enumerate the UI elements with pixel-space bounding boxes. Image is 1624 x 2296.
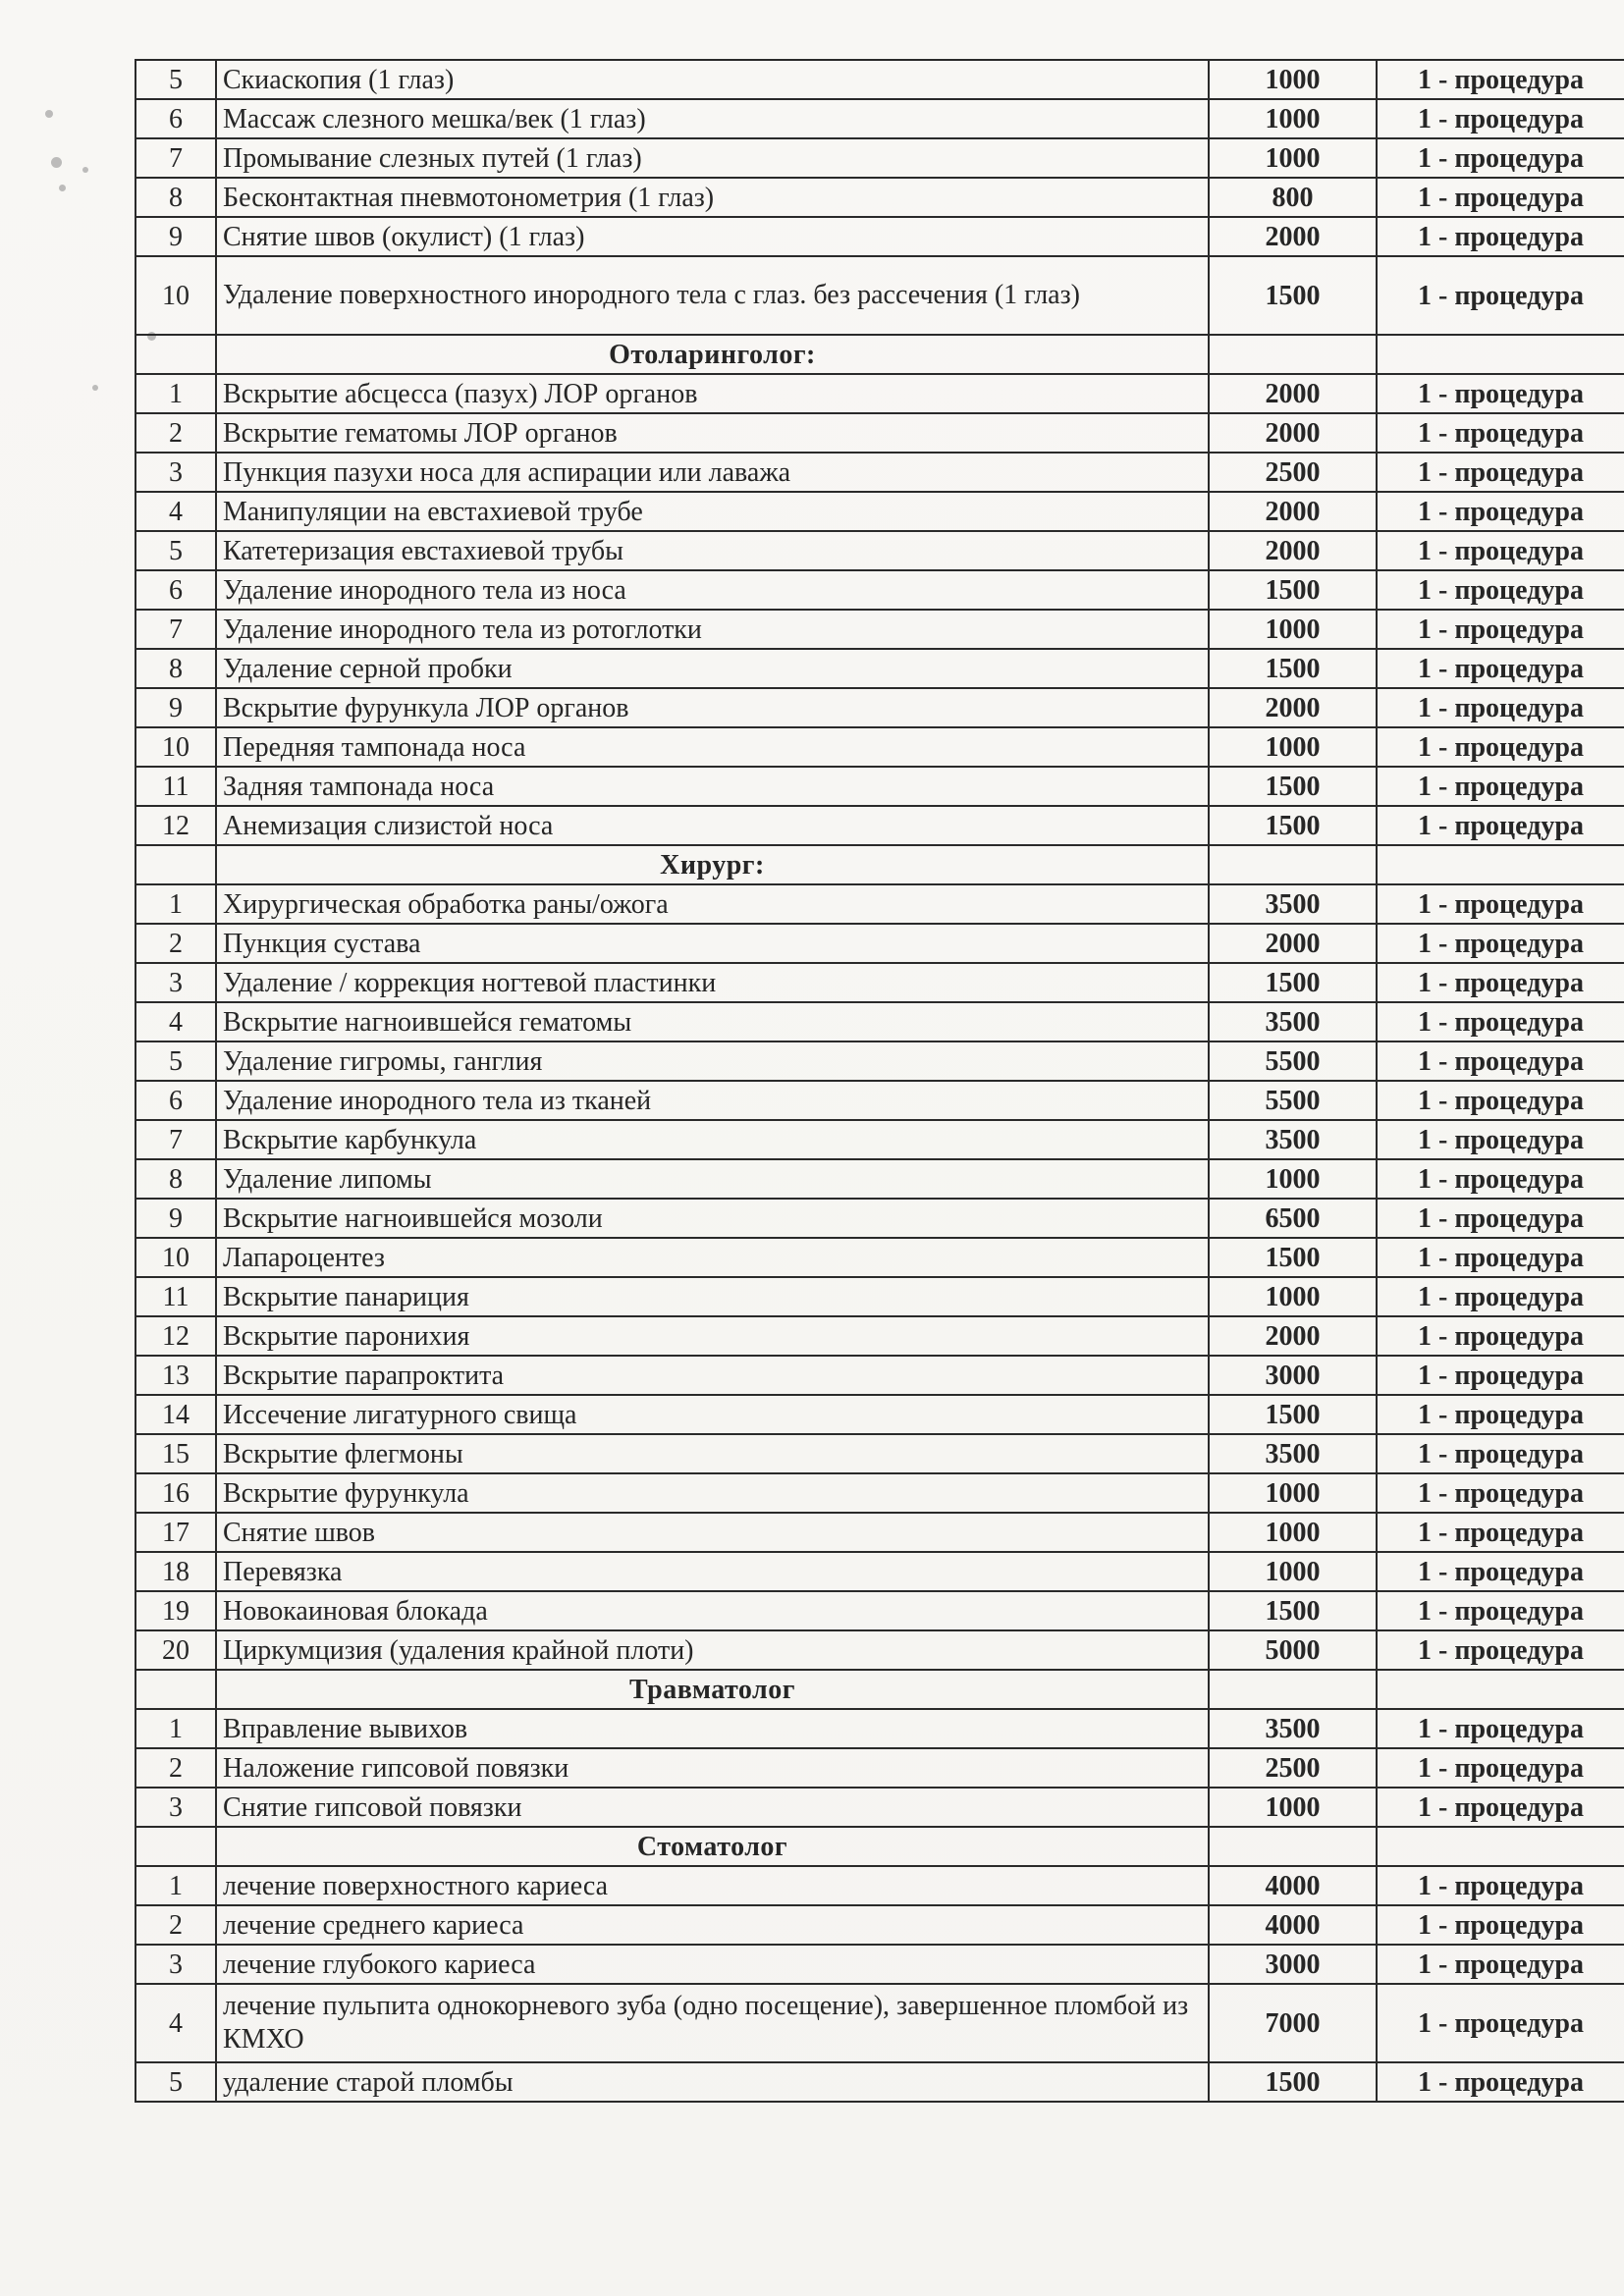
section-header-row xyxy=(135,1827,1624,1866)
service-price: 3500 xyxy=(1209,1002,1377,1041)
service-name: Манипуляции на евстахиевой трубе xyxy=(216,492,1209,531)
scan-speck xyxy=(82,167,88,173)
service-unit: 1 - процедура xyxy=(1377,1591,1624,1630)
row-number: 6 xyxy=(135,99,216,138)
section-header-row xyxy=(135,845,1624,884)
service-price: 3500 xyxy=(1209,1120,1377,1159)
service-unit: 1 - процедура xyxy=(1377,2062,1624,2102)
section-title: Отоларинголог: xyxy=(216,335,1209,374)
service-unit: 1 - процедура xyxy=(1377,1630,1624,1670)
table-row xyxy=(135,924,1624,963)
table-row xyxy=(135,963,1624,1002)
service-price: 2000 xyxy=(1209,413,1377,453)
service-price: 3500 xyxy=(1209,884,1377,924)
service-name: Вскрытие нагноившейся мозоли xyxy=(216,1199,1209,1238)
service-price: 1000 xyxy=(1209,1788,1377,1827)
row-number: 14 xyxy=(135,1395,216,1434)
row-number: 9 xyxy=(135,688,216,727)
row-number: 2 xyxy=(135,924,216,963)
service-name: Лапароцентез xyxy=(216,1238,1209,1277)
service-name: Промывание слезных путей (1 глаз) xyxy=(216,138,1209,178)
row-number: 5 xyxy=(135,531,216,570)
service-unit: 1 - процедура xyxy=(1377,1277,1624,1316)
row-number: 8 xyxy=(135,178,216,217)
service-unit: 1 - процедура xyxy=(1377,806,1624,845)
row-number: 4 xyxy=(135,492,216,531)
price-table-body xyxy=(135,60,1624,2102)
service-price: 1500 xyxy=(1209,767,1377,806)
row-number: 11 xyxy=(135,1277,216,1316)
service-price: 1000 xyxy=(1209,138,1377,178)
service-unit: 1 - процедура xyxy=(1377,1434,1624,1473)
service-name: Вскрытие паронихия xyxy=(216,1316,1209,1356)
row-number: 9 xyxy=(135,217,216,256)
row-number: 7 xyxy=(135,1120,216,1159)
service-unit: 1 - процедура xyxy=(1377,453,1624,492)
service-name: Удаление гигромы, ганглия xyxy=(216,1041,1209,1081)
service-name: Катетеризация евстахиевой трубы xyxy=(216,531,1209,570)
table-row xyxy=(135,1905,1624,1945)
service-price: 1500 xyxy=(1209,649,1377,688)
section-title: Стоматолог xyxy=(216,1827,1209,1866)
row-number: 16 xyxy=(135,1473,216,1513)
row-number: 5 xyxy=(135,1041,216,1081)
service-name: Пункция сустава xyxy=(216,924,1209,963)
row-number: 12 xyxy=(135,1316,216,1356)
table-row xyxy=(135,649,1624,688)
table-row xyxy=(135,1513,1624,1552)
service-price: 2000 xyxy=(1209,924,1377,963)
service-unit: 1 - процедура xyxy=(1377,413,1624,453)
service-unit: 1 - процедура xyxy=(1377,649,1624,688)
service-unit: 1 - процедура xyxy=(1377,374,1624,413)
row-number: 19 xyxy=(135,1591,216,1630)
service-name: Вскрытие нагноившейся гематомы xyxy=(216,1002,1209,1041)
service-price: 1000 xyxy=(1209,610,1377,649)
section-empty-cell xyxy=(1377,1827,1624,1866)
section-title: Хирург: xyxy=(216,845,1209,884)
service-name: Вскрытие абсцесса (пазух) ЛОР органов xyxy=(216,374,1209,413)
table-row xyxy=(135,1709,1624,1748)
service-unit: 1 - процедура xyxy=(1377,1709,1624,1748)
row-number: 17 xyxy=(135,1513,216,1552)
row-number: 5 xyxy=(135,2062,216,2102)
table-row xyxy=(135,1316,1624,1356)
service-name: Вправление вывихов xyxy=(216,1709,1209,1748)
service-price: 2500 xyxy=(1209,453,1377,492)
service-unit: 1 - процедура xyxy=(1377,1395,1624,1434)
service-price: 4000 xyxy=(1209,1905,1377,1945)
service-price: 2500 xyxy=(1209,1748,1377,1788)
service-unit: 1 - процедура xyxy=(1377,1238,1624,1277)
service-unit: 1 - процедура xyxy=(1377,924,1624,963)
row-number: 8 xyxy=(135,649,216,688)
row-number: 13 xyxy=(135,1356,216,1395)
service-unit: 1 - процедура xyxy=(1377,570,1624,610)
service-name: Циркумцизия (удаления крайной плоти) xyxy=(216,1630,1209,1670)
table-row xyxy=(135,492,1624,531)
row-number: 8 xyxy=(135,1159,216,1199)
row-number: 7 xyxy=(135,610,216,649)
section-empty-cell xyxy=(1209,845,1377,884)
section-empty-cell xyxy=(1209,1670,1377,1709)
table-row xyxy=(135,1120,1624,1159)
service-price: 3000 xyxy=(1209,1945,1377,1984)
table-row xyxy=(135,1945,1624,1984)
service-name: Снятие гипсовой повязки xyxy=(216,1788,1209,1827)
section-empty-cell xyxy=(135,845,216,884)
service-price: 1000 xyxy=(1209,99,1377,138)
service-price: 1500 xyxy=(1209,1238,1377,1277)
service-price: 1000 xyxy=(1209,1277,1377,1316)
service-unit: 1 - процедура xyxy=(1377,256,1624,335)
row-number: 6 xyxy=(135,1081,216,1120)
service-name: Удаление инородного тела из тканей xyxy=(216,1081,1209,1120)
service-unit: 1 - процедура xyxy=(1377,1316,1624,1356)
table-row xyxy=(135,374,1624,413)
service-unit: 1 - процедура xyxy=(1377,531,1624,570)
service-unit: 1 - процедура xyxy=(1377,1945,1624,1984)
section-empty-cell xyxy=(1209,335,1377,374)
service-name: Хирургическая обработка раны/ожога xyxy=(216,884,1209,924)
service-price: 1500 xyxy=(1209,570,1377,610)
service-price: 1000 xyxy=(1209,1513,1377,1552)
table-row xyxy=(135,1238,1624,1277)
service-name: Задняя тампонада носа xyxy=(216,767,1209,806)
service-price: 1000 xyxy=(1209,1473,1377,1513)
service-price: 1000 xyxy=(1209,727,1377,767)
service-name: Перевязка xyxy=(216,1552,1209,1591)
service-name: лечение среднего кариеса xyxy=(216,1905,1209,1945)
service-unit: 1 - процедура xyxy=(1377,1984,1624,2062)
table-row xyxy=(135,1984,1624,2062)
row-number: 2 xyxy=(135,1905,216,1945)
service-name: Новокаиновая блокада xyxy=(216,1591,1209,1630)
table-row xyxy=(135,217,1624,256)
row-number: 3 xyxy=(135,963,216,1002)
section-empty-cell xyxy=(1377,1670,1624,1709)
table-row xyxy=(135,1041,1624,1081)
table-row xyxy=(135,1199,1624,1238)
service-name: Массаж слезного мешка/век (1 глаз) xyxy=(216,99,1209,138)
service-name: Вскрытие фурункула ЛОР органов xyxy=(216,688,1209,727)
scan-speck xyxy=(92,385,98,391)
service-name: Удаление серной пробки xyxy=(216,649,1209,688)
service-name: Удаление инородного тела из носа xyxy=(216,570,1209,610)
service-price: 1000 xyxy=(1209,1552,1377,1591)
table-row xyxy=(135,256,1624,335)
row-number: 10 xyxy=(135,727,216,767)
service-name: лечение поверхностного кариеса xyxy=(216,1866,1209,1905)
table-row xyxy=(135,1356,1624,1395)
row-number: 9 xyxy=(135,1199,216,1238)
service-unit: 1 - процедура xyxy=(1377,610,1624,649)
scan-speck xyxy=(45,110,53,118)
service-price: 1500 xyxy=(1209,806,1377,845)
row-number: 3 xyxy=(135,1788,216,1827)
service-unit: 1 - процедура xyxy=(1377,963,1624,1002)
row-number: 1 xyxy=(135,374,216,413)
service-unit: 1 - процедура xyxy=(1377,217,1624,256)
section-empty-cell xyxy=(1377,845,1624,884)
table-row xyxy=(135,610,1624,649)
service-name: лечение глубокого кариеса xyxy=(216,1945,1209,1984)
row-number: 1 xyxy=(135,884,216,924)
service-name: Вскрытие фурункула xyxy=(216,1473,1209,1513)
row-number: 7 xyxy=(135,138,216,178)
row-number: 20 xyxy=(135,1630,216,1670)
table-row xyxy=(135,1277,1624,1316)
row-number: 12 xyxy=(135,806,216,845)
price-table xyxy=(135,59,1624,2103)
service-price: 1500 xyxy=(1209,1395,1377,1434)
table-row xyxy=(135,453,1624,492)
service-name: Удаление поверхностного инородного тела с глаз. без рассечения (1 глаз) xyxy=(216,256,1209,335)
service-price: 3500 xyxy=(1209,1434,1377,1473)
table-row xyxy=(135,688,1624,727)
service-unit: 1 - процедура xyxy=(1377,60,1624,99)
section-empty-cell xyxy=(135,1827,216,1866)
section-empty-cell xyxy=(1209,1827,1377,1866)
service-name: Вскрытие гематомы ЛОР органов xyxy=(216,413,1209,453)
service-name: Снятие швов xyxy=(216,1513,1209,1552)
row-number: 2 xyxy=(135,1748,216,1788)
service-price: 3000 xyxy=(1209,1356,1377,1395)
table-row xyxy=(135,1159,1624,1199)
row-number: 6 xyxy=(135,570,216,610)
service-unit: 1 - процедура xyxy=(1377,1356,1624,1395)
service-unit: 1 - процедура xyxy=(1377,1513,1624,1552)
table-row xyxy=(135,806,1624,845)
table-row xyxy=(135,1788,1624,1827)
service-price: 2000 xyxy=(1209,688,1377,727)
service-name: Бесконтактная пневмотонометрия (1 глаз) xyxy=(216,178,1209,217)
service-unit: 1 - процедура xyxy=(1377,727,1624,767)
table-row xyxy=(135,60,1624,99)
service-price: 3500 xyxy=(1209,1709,1377,1748)
service-price: 2000 xyxy=(1209,531,1377,570)
service-name: Удаление / коррекция ногтевой пластинки xyxy=(216,963,1209,1002)
service-unit: 1 - процедура xyxy=(1377,688,1624,727)
service-name: Передняя тампонада носа xyxy=(216,727,1209,767)
service-unit: 1 - процедура xyxy=(1377,492,1624,531)
row-number: 18 xyxy=(135,1552,216,1591)
table-row xyxy=(135,1591,1624,1630)
service-unit: 1 - процедура xyxy=(1377,884,1624,924)
service-unit: 1 - процедура xyxy=(1377,1159,1624,1199)
service-unit: 1 - процедура xyxy=(1377,138,1624,178)
service-price: 5500 xyxy=(1209,1041,1377,1081)
section-title: Травматолог xyxy=(216,1670,1209,1709)
service-name: Удаление липомы xyxy=(216,1159,1209,1199)
service-price: 1500 xyxy=(1209,2062,1377,2102)
service-price: 5000 xyxy=(1209,1630,1377,1670)
row-number: 3 xyxy=(135,1945,216,1984)
table-row xyxy=(135,1748,1624,1788)
service-unit: 1 - процедура xyxy=(1377,1041,1624,1081)
service-unit: 1 - процедура xyxy=(1377,1552,1624,1591)
service-name: Вскрытие флегмоны xyxy=(216,1434,1209,1473)
row-number: 10 xyxy=(135,1238,216,1277)
table-row xyxy=(135,884,1624,924)
service-unit: 1 - процедура xyxy=(1377,1002,1624,1041)
section-header-row xyxy=(135,335,1624,374)
table-row xyxy=(135,1002,1624,1041)
service-unit: 1 - процедура xyxy=(1377,1748,1624,1788)
service-unit: 1 - процедура xyxy=(1377,99,1624,138)
table-row xyxy=(135,727,1624,767)
service-unit: 1 - процедура xyxy=(1377,178,1624,217)
table-row xyxy=(135,138,1624,178)
table-row xyxy=(135,570,1624,610)
table-row xyxy=(135,531,1624,570)
service-price: 1000 xyxy=(1209,60,1377,99)
service-price: 1500 xyxy=(1209,256,1377,335)
service-name: Вскрытие парапроктита xyxy=(216,1356,1209,1395)
service-price: 2000 xyxy=(1209,374,1377,413)
table-row xyxy=(135,1395,1624,1434)
service-unit: 1 - процедура xyxy=(1377,1866,1624,1905)
table-row xyxy=(135,2062,1624,2102)
table-row xyxy=(135,1473,1624,1513)
scan-speck xyxy=(51,157,62,168)
table-row xyxy=(135,1630,1624,1670)
service-unit: 1 - процедура xyxy=(1377,1199,1624,1238)
section-empty-cell xyxy=(135,1670,216,1709)
service-price: 6500 xyxy=(1209,1199,1377,1238)
row-number: 4 xyxy=(135,1002,216,1041)
row-number: 2 xyxy=(135,413,216,453)
service-name: лечение пульпита однокорневого зуба (одно посещение), завершенное пломбой из КМХО xyxy=(216,1984,1209,2062)
service-unit: 1 - процедура xyxy=(1377,1120,1624,1159)
section-empty-cell xyxy=(135,335,216,374)
row-number: 15 xyxy=(135,1434,216,1473)
section-empty-cell xyxy=(1377,335,1624,374)
table-row xyxy=(135,1081,1624,1120)
row-number: 10 xyxy=(135,256,216,335)
table-row xyxy=(135,767,1624,806)
service-name: Вскрытие карбункула xyxy=(216,1120,1209,1159)
service-name: Иссечение лигатурного свища xyxy=(216,1395,1209,1434)
service-price: 1500 xyxy=(1209,1591,1377,1630)
service-price: 1000 xyxy=(1209,1159,1377,1199)
service-name: Удаление инородного тела из ротоглотки xyxy=(216,610,1209,649)
table-row xyxy=(135,413,1624,453)
service-unit: 1 - процедура xyxy=(1377,1473,1624,1513)
service-price: 2000 xyxy=(1209,1316,1377,1356)
table-row xyxy=(135,1866,1624,1905)
service-unit: 1 - процедура xyxy=(1377,1905,1624,1945)
service-price: 7000 xyxy=(1209,1984,1377,2062)
service-name: удаление старой пломбы xyxy=(216,2062,1209,2102)
row-number: 1 xyxy=(135,1866,216,1905)
service-price: 4000 xyxy=(1209,1866,1377,1905)
service-name: Снятие швов (окулист) (1 глаз) xyxy=(216,217,1209,256)
service-price: 800 xyxy=(1209,178,1377,217)
service-unit: 1 - процедура xyxy=(1377,1081,1624,1120)
row-number: 5 xyxy=(135,60,216,99)
scan-speck xyxy=(59,185,66,191)
table-row xyxy=(135,99,1624,138)
service-name: Анемизация слизистой носа xyxy=(216,806,1209,845)
service-price: 2000 xyxy=(1209,492,1377,531)
service-name: Вскрытие панариция xyxy=(216,1277,1209,1316)
row-number: 11 xyxy=(135,767,216,806)
service-price: 5500 xyxy=(1209,1081,1377,1120)
table-row xyxy=(135,1434,1624,1473)
service-price: 1500 xyxy=(1209,963,1377,1002)
row-number: 3 xyxy=(135,453,216,492)
table-row xyxy=(135,178,1624,217)
row-number: 1 xyxy=(135,1709,216,1748)
service-price: 2000 xyxy=(1209,217,1377,256)
table-row xyxy=(135,1552,1624,1591)
service-name: Пункция пазухи носа для аспирации или лаважа xyxy=(216,453,1209,492)
service-name: Скиаскопия (1 глаз) xyxy=(216,60,1209,99)
row-number: 4 xyxy=(135,1984,216,2062)
section-header-row xyxy=(135,1670,1624,1709)
service-unit: 1 - процедура xyxy=(1377,767,1624,806)
service-unit: 1 - процедура xyxy=(1377,1788,1624,1827)
service-name: Наложение гипсовой повязки xyxy=(216,1748,1209,1788)
